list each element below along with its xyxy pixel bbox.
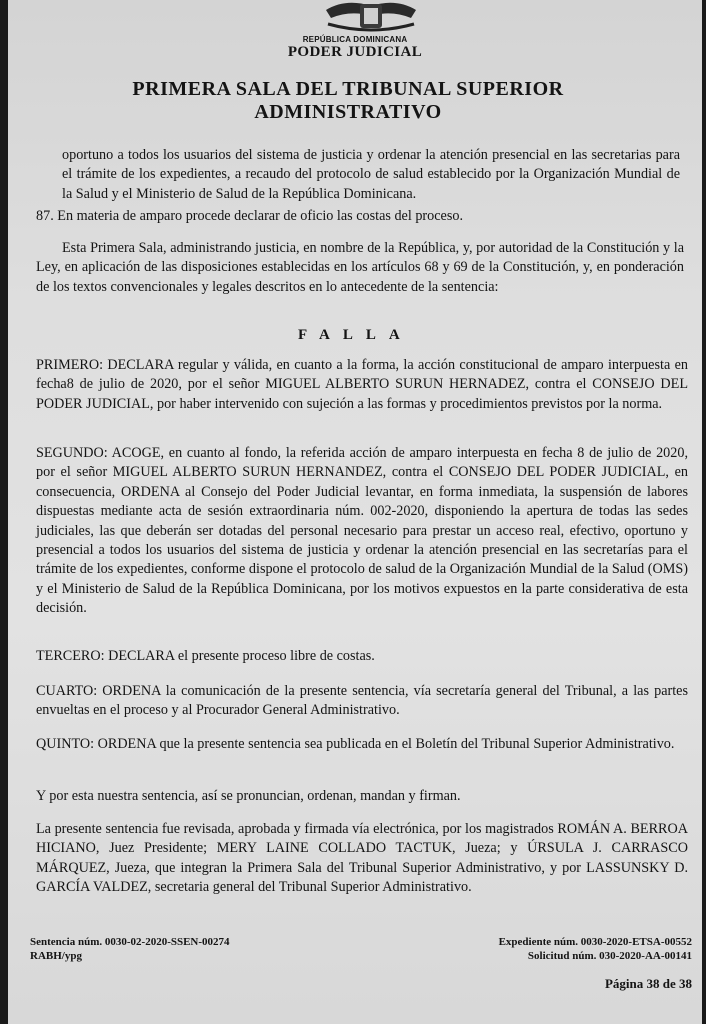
- falla-heading: FALLA: [298, 327, 413, 343]
- quinto-paragraph: QUINTO: ORDENA que la presente sentencia sea publicada en el Boletín del Tribunal Superior Administrativo.: [36, 736, 675, 752]
- signatures-paragraph: La presente sentencia fue revisada, aprobada y firmada vía electrónica, por los magistrados ROMÁN A. BERROA HICIANO, Juez Presidente; MERY LAINE COLLADO TACTUK, Jueza; y ÚRSULA J. CARRASCO MÁRQUEZ, Jueza, que integran la Primera Sala del Tribunal Superior Administrativo, y por LASSUNSKY D. GARCÍA VALDEZ, secretaria general del Tribunal Superior Administrativo.: [36, 821, 688, 896]
- primero-paragraph: PRIMERO: DECLARA regular y válida, en cuanto a la forma, la acción constitucional de amparo interpuesta en fecha8 de julio de 2020, por el señor MIGUEL ALBERTO SURUN HERNADEZ, contra el CONSEJO DEL PODER JUDICIAL, por haber intervenido con sujeción a las formas y procedimientos previstos por la norma.: [36, 357, 688, 412]
- title-line-2: ADMINISTRATIVO: [254, 101, 442, 123]
- closing-paragraph: Y por esta nuestra sentencia, así se pronuncian, ordenan, mandan y firman.: [36, 788, 461, 804]
- intro-paragraph: Esta Primera Sala, administrando justicia, en nombre de la República, y, por autoridad de la Constitución y la Ley, en aplicación de las disposiciones establecidas en los artículos 68 y 69 de la Constitución, y, en ponderación de los textos convencionales y legales descritos en lo antecedente de la sentencia:: [36, 240, 684, 295]
- segundo-paragraph: SEGUNDO: ACOGE, en cuanto al fondo, la referida acción de amparo interpuesta en fecha 8 de julio de 2020, por el señor MIGUEL ALBERTO SURUN HERNANDEZ, contra el CONSEJO DEL PODER JUDICIAL, en consecuencia, ORDENA al Consejo del Poder Judicial levantar, en forma inmediata, la suspensión de labores dispuestas mediante acta de sesión extraordinaria núm. 002-2020, disponiendo la apertura de todas las sedes judiciales, las que deberán ser dotadas del personal necesario para prestar un acceso real, efectivo, oportuno y presencial a todos los usuarios del sistema de justicia y ordenar la atención presencial en las secretarías para el trámite de los expedientes, conforme dispone el protocolo de salud de la Organización Mundial de la Salud (OMS) y el Ministerio de Salud de la República Dominicana, por los motivos expuestos en la parte considerativa de esta decisión.: [36, 445, 688, 617]
- document-page: [8, 0, 702, 1024]
- coat-of-arms-seal: [316, 0, 426, 34]
- paragraph-87: 87. En materia de amparo procede declarar de oficio las costas del proceso.: [36, 208, 464, 224]
- cuarto-paragraph: CUARTO: ORDENA la comunicación de la presente sentencia, vía secretaría general del Tribunal, a las partes envueltas en el proceso y al Procurador General Administrativo.: [36, 683, 688, 719]
- solicitud-number: Solicitud núm. 030-2020-AA-00141: [527, 950, 692, 962]
- initials: RABH/ypg: [30, 950, 82, 962]
- page-number: Página 38 de 38: [604, 976, 692, 991]
- judicial-label: PODER JUDICIAL: [287, 44, 423, 60]
- tercero-paragraph: TERCERO: DECLARA el presente proceso libre de costas.: [36, 648, 375, 664]
- sentencia-number: Sentencia núm. 0030-02-2020-SSEN-00274: [30, 936, 230, 948]
- page-title: [68, 78, 628, 124]
- continuation-paragraph: oportuno a todos los usuarios del sistema de justicia y ordenar la atención presencial en las secretarias para el trámite de los expedientes, a recaudo del protocolo de salud establecido por la Organización Mundial de la Salud y el Ministerio de Salud de la República Dominicana.: [62, 147, 680, 202]
- footer-left: [30, 935, 230, 963]
- expediente-number: Expediente núm. 0030-2020-ETSA-00552: [498, 936, 692, 948]
- title-line-1: PRIMERA SALA DEL TRIBUNAL SUPERIOR: [132, 78, 564, 100]
- footer-right: [499, 935, 692, 963]
- republic-label: REPÚBLICA DOMINICANA: [302, 35, 408, 44]
